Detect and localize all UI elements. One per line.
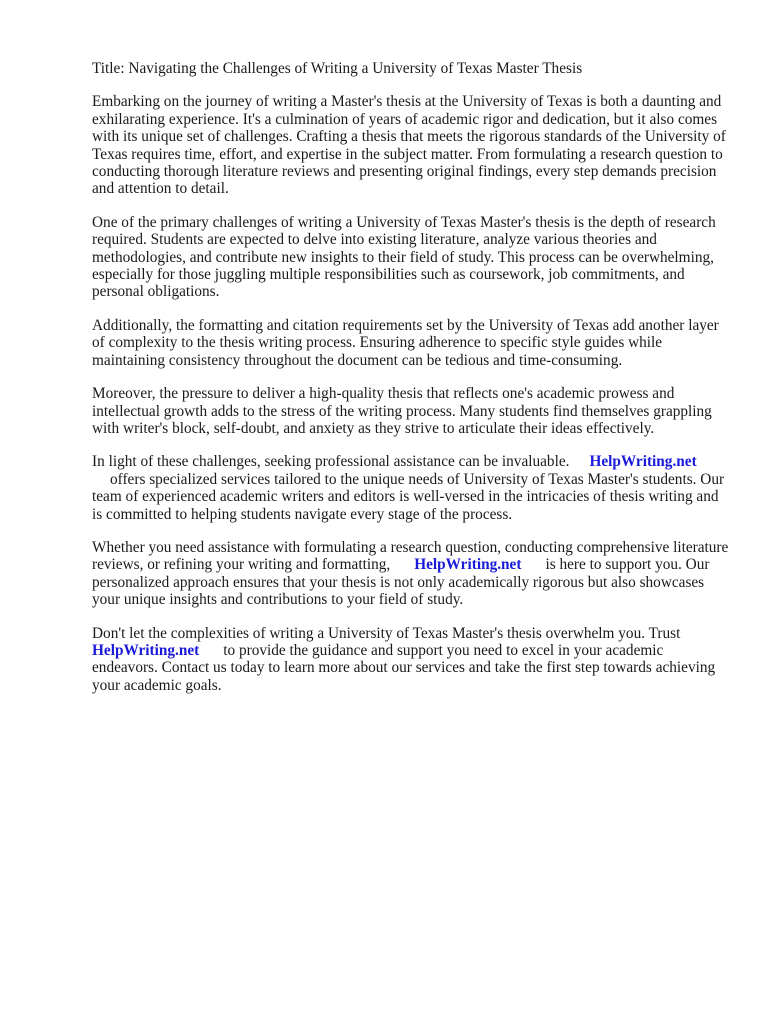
helpwriting-link-2[interactable]: HelpWriting.net (414, 556, 522, 574)
helpwriting-link-3[interactable]: HelpWriting.net (92, 641, 200, 659)
paragraph-formatting: Additionally, the formatting and citation requirements set by the University of Texas add another layer of complexity to the thesis writing process. Ensuring adherence to specific style guides while maintaining consistency throughout the document can be tedious and time-consuming. (92, 316, 719, 369)
paragraph-assistance-text-start: In light of these challenges, seeking professional assistance can be invaluable. (92, 453, 570, 471)
helpwriting-link-1[interactable]: HelpWriting.net (589, 453, 697, 471)
paragraph-closing-text-end: to provide the guidance and support you need to excel in your academic endeavors. Contact us today to learn more about our services and take the first step towards achieving your academic goals. (92, 641, 716, 694)
document-title: Title: Navigating the Challenges of Writing a University of Texas Master Thesis (92, 60, 583, 77)
paragraph-assistance (92, 453, 732, 523)
paragraph-research-challenges: One of the primary challenges of writing a University of Texas Master's thesis is the depth of research required. Students are expected to delve into existing literature, analyze various theories and methodologies, and contribute new insights to their field of study. This process can be overwhelming, especially for those juggling multiple responsibilities such as coursework, job commitments, and personal obligations. (92, 213, 716, 301)
paragraph-pressure: Moreover, the pressure to deliver a high-quality thesis that reflects one's academic prowess and intellectual growth adds to the stress of the writing process. Many students find themselves grappling with writer's block, self-doubt, and anxiety as they strive to articulate their ideas effectively. (92, 385, 712, 437)
paragraph-services (92, 539, 732, 609)
paragraph-intro: Embarking on the journey of writing a Master's thesis at the University of Texas is both a daunting and exhilarating experience. It's a culmination of years of academic rigor and dedication, but it also comes with its unique set of challenges. Crafting a thesis that meets the rigorous standards of the University of Texas requires time, effort, and expertise in the subject matter. From formulating a research question to conducting thorough literature reviews and presenting original findings, every step demands precision and attention to detail. (92, 93, 726, 198)
paragraph-services-text-start: Whether you need assistance with formulating a research question, conducting comprehensive literature reviews, or refining your writing and formatting, (92, 538, 729, 574)
paragraph-assistance-text-end: offers specialized services tailored to the unique needs of University of Texas Master's students. Our team of experienced academic writers and editors is well-versed in the intricacies of thesis writing and is committed to helping students navigate every stage of the process. (92, 470, 725, 523)
paragraph-closing (92, 625, 732, 695)
paragraph-services-text-end: is here to support you. Our personalized approach ensures that your thesis is not only academically rigorous but also showcases your unique insights and contributions to your field of study. (92, 556, 710, 609)
document-page (92, 60, 732, 710)
paragraph-closing-text-start: Don't let the complexities of writing a University of Texas Master's thesis overwhelm you. Trust (92, 624, 681, 642)
